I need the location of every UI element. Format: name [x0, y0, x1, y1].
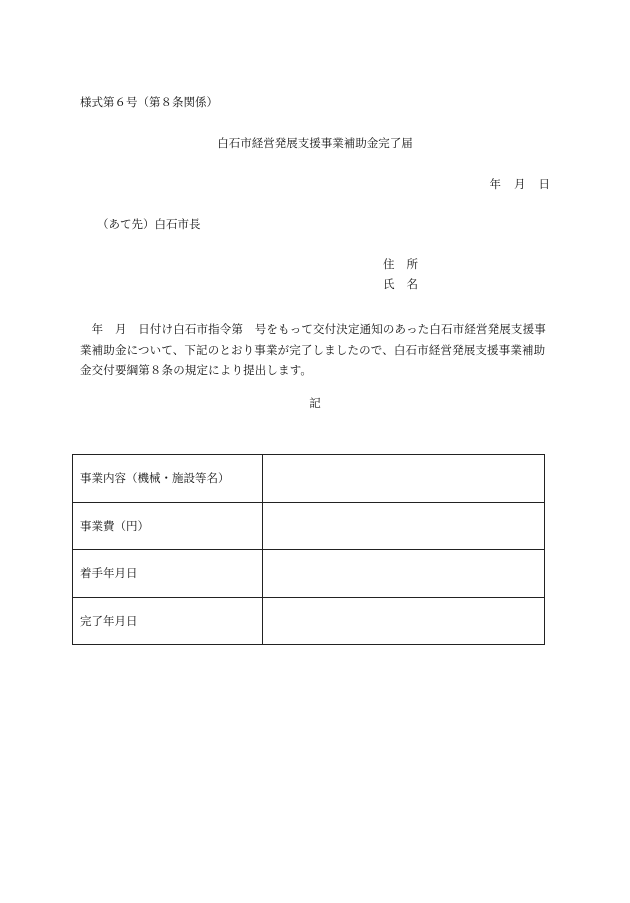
row-label-start-date: 着手年月日	[73, 550, 263, 598]
row-label-end-date: 完了年月日	[73, 597, 263, 645]
date-day-label: 日	[538, 177, 550, 191]
body-line: 業補助金について、下記のとおり事業が完了しましたので、白石市経営発展支援事業補助	[80, 342, 546, 357]
table-row	[73, 597, 545, 645]
row-label-content: 事業内容（機械・施設等名）	[73, 455, 263, 503]
name-label-char-1: 氏	[383, 277, 395, 291]
body-line: 金交付要綱第８条の規定により提出します。	[80, 363, 313, 377]
row-value-cost[interactable]	[263, 502, 545, 550]
detail-table	[72, 454, 545, 645]
table-row	[73, 550, 545, 598]
row-value-start-date[interactable]	[263, 550, 545, 598]
ki-heading: 記	[309, 396, 321, 410]
form-number: 様式第６号（第８条関係）	[80, 95, 218, 109]
document-title: 白石市経営発展支援事業補助金完了届	[217, 136, 413, 150]
row-value-content[interactable]	[263, 455, 545, 503]
body-line: 年 月 日付け白石市指令第 号をもって交付決定通知のあった白石市経営発展支援事	[80, 322, 546, 336]
table-row	[73, 455, 545, 503]
date-year-label: 年	[489, 177, 501, 191]
table-row	[73, 502, 545, 550]
date-line	[490, 179, 551, 191]
body-text	[80, 319, 550, 381]
name-label-char-2: 名	[406, 277, 418, 291]
name-label	[383, 279, 418, 291]
row-value-end-date[interactable]	[263, 597, 545, 645]
row-label-cost: 事業費（円）	[73, 502, 263, 550]
addressee: （あて先）白石市長	[97, 217, 201, 231]
address-label	[383, 259, 418, 271]
address-label-char-1: 住	[383, 257, 395, 271]
date-month-label: 月	[514, 177, 526, 191]
address-label-char-2: 所	[406, 257, 418, 271]
